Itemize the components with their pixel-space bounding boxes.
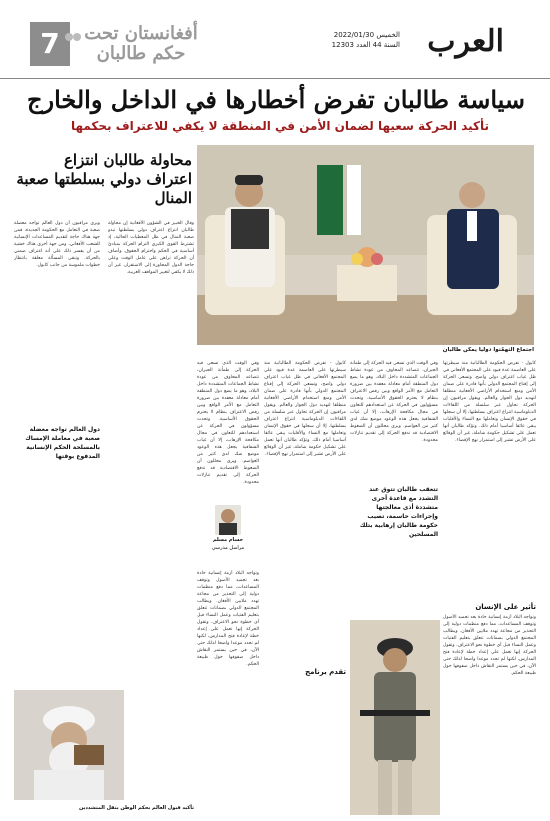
subheading-2: تأثير على الإنسان	[475, 603, 536, 611]
quote-icon	[64, 31, 82, 43]
author-name: حسام مسلم	[212, 537, 244, 543]
page-number: 7	[30, 22, 70, 66]
cleric-caption: تأكيد قبول العالم بحكم الوطن يتقل المتشددين	[78, 805, 194, 811]
main-headline: سياسة طالبان تفرض أخطارها في الداخل والخارج	[26, 85, 525, 114]
section-title: أفغانستان تحت حكم طالبان	[84, 23, 198, 64]
feature-pullquote: دول العالم تواجه معضلة صعبة في معاملة الإمساك بالمسلحة الحكم الإنسانية المدفوع بوقتها	[25, 426, 100, 460]
body-col-4: وفي الوقت الذي تسعى فيه الحركة إلى طمأنة الجيران، تتصاعد المخاوف من عودة نشاط الجماعات المتشددة داخل البلاد، وهو ما يضع دول المنطقة أمام معادلة معقدة بين ضرورة التعامل مع الأمر الواقع وبين رفض الاعتراف بنظام لا يحترم الحقوق الأساسية. وتحدث مسؤولون في الحركة عن استعدادهم للتعاون في مجال مكافحة الإرهاب، إلا أن غياب الشفافية يجعل هذه الوعود موضع شك لدى كثير من العواصم. ويرى محللون أن الضغوط الاقتصادية قد تدفع الحركة إلى تقديم تنازلات محدودة.	[197, 361, 259, 485]
feature-title: محاولة طالبان انتزاع اعتراف دولي بسلطتها صعبة المنال	[16, 151, 192, 207]
main-photo-caption: اجتماع التهمّتوا دوليا يمكن طالبان	[442, 347, 534, 353]
main-subhead: تأكيد الحركة سعيها لضمان الأمن في المنطقة لا يكفي للاعتراف بحكمها	[70, 119, 490, 133]
newspaper-logo: العرب	[427, 24, 504, 59]
middle-pullquote: تتعقب طالبان تتوق عند التشدد مع قاعدة أخرى متشددة أذى معالجتها وإجراءات حاسمة، تصيب حكومة طالبان إرهابية بتلك المسلحين	[359, 486, 438, 538]
body-col-1b: وتواجه البلاد أزمة إنسانية حادة بعد تجميد الأصول وتوقف المساعدات، مما دفع منظمات دولية إلى التحذير من مجاعة تهدد ملايين الأفغان. ويطالب المجتمع الدولي بضمانات تتعلق بتعليم الفتيات وعمل النساء قبل أي خطوة نحو الاعتراف. وتقول الحركة إنها تعمل على إعداد خطة لإعادة فتح المدارس، لكنها لم تحدد موعدا واضحا لذلك حتى الآن، في حين يستمر النقاش داخل صفوفها حول طبيعة الحكم.	[443, 615, 536, 676]
feature-col-left: ويرى مراقبون أن دول العالم تواجه معضلة صعبة في التعامل مع الحكومة الجديدة، فمن جهة هناك حاجة لتقديم المساعدات الإنسانية للشعب الأفغاني، ومن جهة أخرى هناك خشية من أن يفسر ذلك على أنه اعتراف ضمني بالحركة. وتبقى المسألة معلقة بانتظار خطوات ملموسة من جانب كابول.	[14, 221, 100, 268]
cleric-photo	[14, 690, 124, 800]
author-role: مراسل مدرسي	[211, 545, 245, 551]
body-col-1: كابول - تفرض الحكومة الطالبانية منذ سيطرتها على العاصمة عدة قيود على المجتمع الأفغاني في ظل غياب اعتراف دولي واضح، وتسعى الحركة إلى إقناع المجتمع الدولي بأنها قادرة على ضمان الأمن ومنع استخدام الأراضي الأفغانية منطلقا لتهديد دول الجوار والعالم. ويقول مراقبون إن الحركة تحاول عبر سلسلة من اللقاءات الدبلوماسية انتزاع اعتراف بسلطتها، إلا أن سجلها في حقوق الإنسان وتعاملها مع النساء والأقليات يبقى عائقا أساسيا أمام ذلك. وتؤكد طالبان أنها تعمل على تشكيل حكومة شاملة، غير أن الوقائع على الأرض تشير إلى استمرار نهج الإقصاء.	[443, 361, 536, 443]
feature-col-right: وقال الخبير في الشؤون الأفغانية إن محاولة طالبان انتزاع اعتراف دولي بسلطتها تبدو صعبة المنال في ظل المعطيات الحالية، إذ تشترط القوى الكبرى التزام الحركة بمبادئ أساسية في الحكم واحترام الحقوق. وأضاف أن الحركة تراهن على عامل الوقت وعلى حاجة الدول المجاورة إلى الاستقرار، غير أن ذلك لا يكفي لتغيير المواقف الغربية.	[108, 221, 194, 275]
issue-number: السنة 44 العدد 12303	[331, 41, 400, 49]
masthead	[0, 0, 550, 79]
section-header	[30, 22, 200, 66]
feature-columns	[14, 220, 194, 740]
author-photo	[215, 505, 241, 535]
issue-date: الخميس 2022/01/30	[333, 31, 400, 39]
meeting-photo	[197, 145, 534, 345]
body-col-2: وفي الوقت الذي تسعى فيه الحركة إلى طمأنة الجيران، تتصاعد المخاوف من عودة نشاط الجماعات المتشددة داخل البلاد، وهو ما يضع دول المنطقة أمام معادلة معقدة بين ضرورة التعامل مع الأمر الواقع وبين رفض الاعتراف بنظام لا يحترم الحقوق الأساسية. وتحدث مسؤولون في الحركة عن استعدادهم للتعاون في مجال مكافحة الإرهاب، إلا أن غياب الشفافية يجعل هذه الوعود موضع شك لدى كثير من العواصم. ويرى محللون أن الضغوط الاقتصادية قد تدفع الحركة إلى تقديم تنازلات محدودة.	[350, 361, 438, 443]
author-box	[197, 505, 259, 565]
issue-info	[332, 30, 400, 50]
body-col-3: كابول - تفرض الحكومة الطالبانية منذ سيطرتها على العاصمة عدة قيود على المجتمع الأفغاني في ظل غياب اعتراف دولي واضح، وتسعى الحركة إلى إقناع المجتمع الدولي بأنها قادرة على ضمان الأمن ومنع استخدام الأراضي الأفغانية منطلقا لتهديد دول الجوار والعالم. ويقول مراقبون إن الحركة تحاول عبر سلسلة من اللقاءات الدبلوماسية انتزاع اعتراف بسلطتها، إلا أن سجلها في حقوق الإنسان وتعاملها مع النساء والأقليات يبقى عائقا أساسيا أمام ذلك. وتؤكد طالبان أنها تعمل على تشكيل حكومة شاملة، غير أن الوقائع على الأرض تشير إلى استمرار نهج الإقصاء.	[264, 361, 346, 457]
subheading-1: تقدم برنامج	[305, 668, 346, 676]
fighter-photo	[350, 620, 440, 815]
body-col-5: وتواجه البلاد أزمة إنسانية حادة بعد تجميد الأصول وتوقف المساعدات، مما دفع منظمات دولية إلى التحذير من مجاعة تهدد ملايين الأفغان. ويطالب المجتمع الدولي بضمانات تتعلق بتعليم الفتيات وعمل النساء قبل أي خطوة نحو الاعتراف. وتقول الحركة إنها تعمل على إعداد خطة لإعادة فتح المدارس، لكنها لم تحدد موعدا واضحا لذلك حتى الآن، في حين يستمر النقاش داخل صفوفها حول طبيعة الحكم.	[197, 571, 259, 667]
